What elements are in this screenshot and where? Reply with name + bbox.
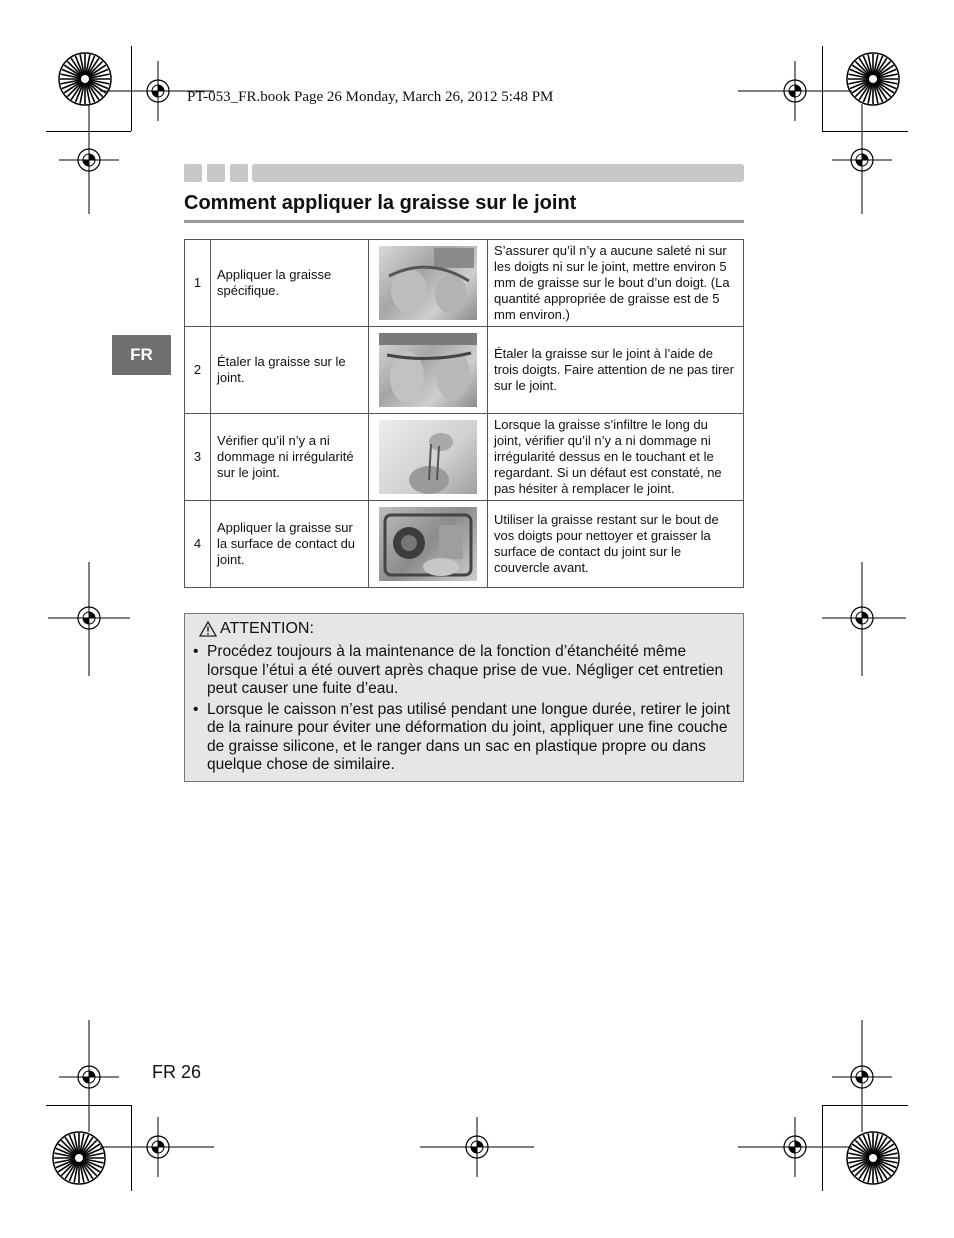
- step-action: Appliquer la graisse spécifique.: [211, 240, 369, 327]
- section-marker: [230, 164, 248, 182]
- hands-photo-icon: [379, 333, 477, 407]
- step-photo: [379, 507, 477, 581]
- step-photo-cell: [369, 240, 488, 327]
- language-tab: FR: [112, 335, 171, 375]
- table-row: [185, 240, 744, 327]
- section-marker: [207, 164, 225, 182]
- step-description: Lorsque la graisse s’infiltre le long du joint, vérifier qu’il n’y a ni dommage ni irrégularité dessus en le touchant et le regardant. Si un défaut est constaté, ne pas hésiter à remplacer le joint.: [488, 414, 744, 501]
- table-row: [185, 501, 744, 588]
- step-photo-cell: [369, 414, 488, 501]
- bullet: •: [193, 700, 199, 718]
- step-photo-cell: [369, 501, 488, 588]
- section-bar: [252, 164, 744, 182]
- hands-photo-icon: [379, 246, 477, 320]
- step-number: 1: [185, 240, 211, 327]
- step-action: Étaler la graisse sur le joint.: [211, 327, 369, 414]
- step-number: 4: [185, 501, 211, 588]
- step-photo: [379, 420, 477, 494]
- step-photo-cell: [369, 327, 488, 414]
- attention-heading-text: ATTENTION:: [220, 620, 314, 637]
- step-number: 2: [185, 327, 211, 414]
- hands-photo-icon: [379, 420, 477, 494]
- attention-item-text: Procédez toujours à la maintenance de la fonction d’étanchéité même lorsque l’étui a été ouvert après chaque prise de vue. Négliger cet entretien peut causer une fuite d’eau.: [207, 643, 724, 697]
- list-item: [193, 701, 735, 775]
- page-number: FR 26: [152, 1062, 202, 1082]
- table-row: [185, 414, 744, 501]
- housing-photo-icon: [379, 507, 477, 581]
- step-number: 3: [185, 414, 211, 501]
- attention-heading: [199, 620, 314, 638]
- step-description: Utiliser la graisse restant sur le bout de vos doigts pour nettoyer et graisser la surface de contact du joint sur le couvercle avant.: [488, 501, 744, 588]
- page-title: Comment appliquer la graisse sur le joint: [184, 192, 577, 214]
- steps-table: [184, 239, 744, 588]
- step-photo: [379, 333, 477, 407]
- step-action: Vérifier qu’il n’y a ni dommage ni irrégularité sur le joint.: [211, 414, 369, 501]
- step-description: S’assurer qu’il n’y a aucune saleté ni sur les doigts ni sur le joint, mettre environ 5 mm de graisse sur le bout d’un doigt. (La quantité appropriée de graisse est de 5 mm environ.): [488, 240, 744, 327]
- attention-item-text: Lorsque le caisson n’est pas utilisé pendant une longue durée, retirer le joint de la rainure pour éviter une déformation du joint, appliquer une fine couche de graisse silicone, et le ranger dans un sac en plastique propre ou dans quelque chose de similaire.: [207, 700, 731, 773]
- step-action: Appliquer la graisse sur la surface de contact du joint.: [211, 501, 369, 588]
- section-marker: [184, 164, 202, 182]
- attention-box: [184, 613, 744, 782]
- warning-icon: [199, 621, 217, 637]
- attention-list: [193, 643, 735, 777]
- bullet: •: [193, 643, 199, 660]
- list-item: [193, 643, 735, 699]
- title-rule: [184, 220, 744, 223]
- table-row: [185, 327, 744, 414]
- step-photo: [379, 246, 477, 320]
- step-description: Étaler la graisse sur le joint à l’aide de trois doigts. Faire attention de ne pas tirer sur le joint.: [488, 327, 744, 414]
- book-info: PT-053_FR.book Page 26 Monday, March 26, 2012 5:48 PM: [187, 89, 554, 105]
